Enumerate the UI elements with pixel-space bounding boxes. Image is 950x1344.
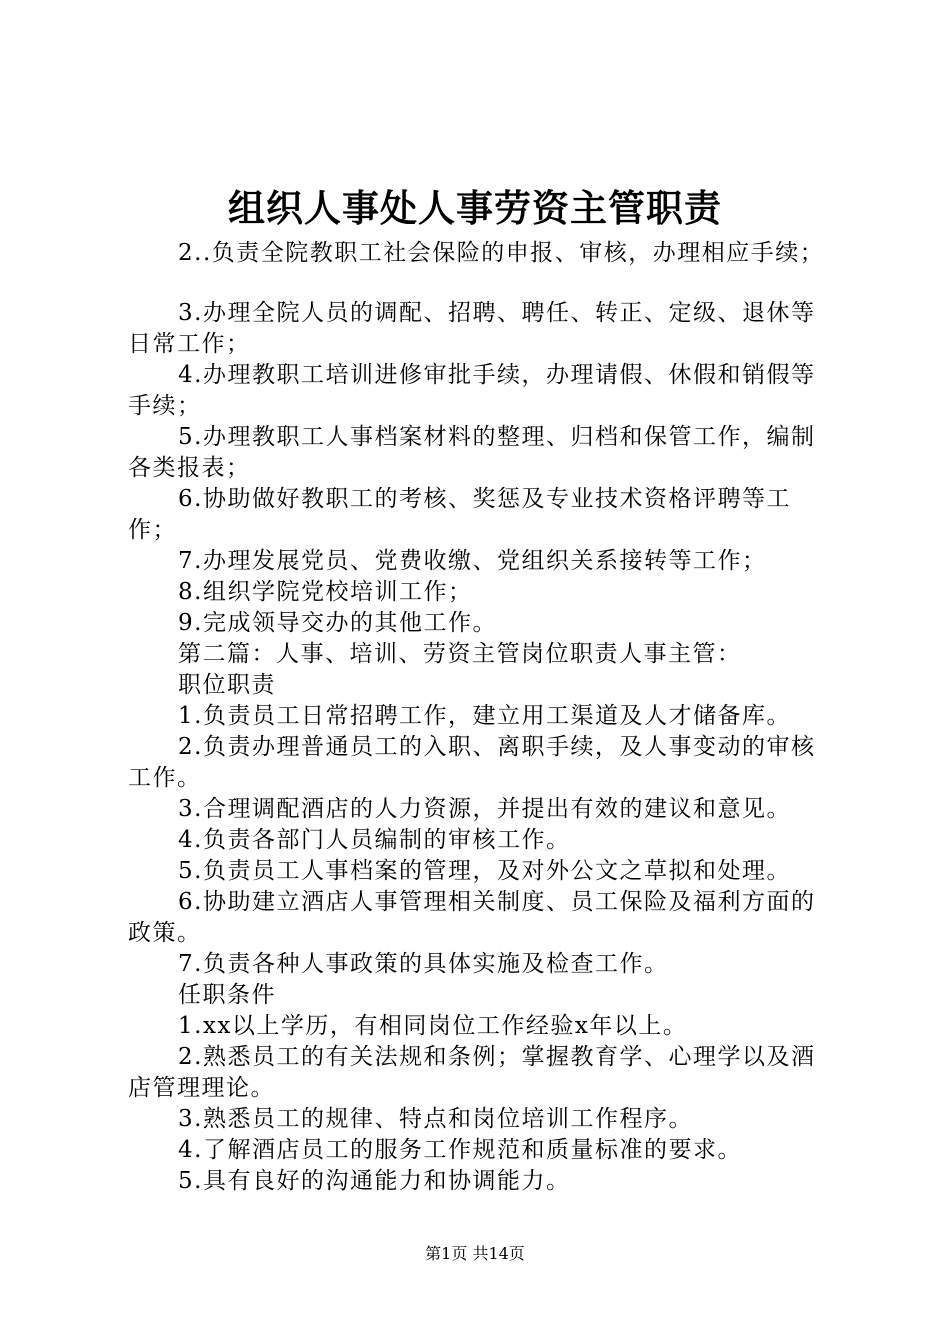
paragraph: 4.负责各部门人员编制的审核工作。 (178, 827, 571, 853)
paragraph: 1.负责员工日常招聘工作，建立用工渠道及人才储备库。 (178, 703, 791, 729)
paragraph: 3.办理全院人员的调配、招聘、聘任、转正、定级、退休等日常工作； (128, 300, 816, 357)
paragraph: 5.负责员工人事档案的管理，及对外公文之草拟和处理。 (178, 858, 791, 884)
paragraph: 6.协助做好教职工的考核、奖惩及专业技术资格评聘等工作； (128, 486, 791, 543)
paragraph: 9.完成领导交办的其他工作。 (178, 610, 497, 636)
paragraph: 2..负责全院教职工社会保险的申报、审核，办理相应手续； (178, 240, 825, 266)
subsection-heading: 任职条件 (178, 982, 276, 1008)
paragraph: 6.协助建立酒店人事管理相关制度、员工保险及福利方面的政策。 (128, 889, 816, 946)
paragraph: 5.办理教职工人事档案材料的整理、归档和保管工作，编制各类报表； (128, 424, 816, 481)
paragraph: 5.具有良好的沟通能力和协调能力。 (178, 1168, 571, 1194)
document-title: 组织人事处人事劳资主管职责 (228, 186, 722, 230)
paragraph: 8.组织学院党校培训工作； (178, 579, 473, 605)
paragraph: 7.负责各种人事政策的具体实施及检查工作。 (178, 951, 669, 977)
paragraph: 2.熟悉员工的有关法规和条例；掌握教育学、心理学以及酒店管理理论。 (128, 1044, 816, 1101)
subsection-heading: 职位职责 (178, 672, 276, 698)
paragraph: 2.负责办理普通员工的入职、离职手续，及人事变动的审核工作。 (128, 734, 816, 791)
document-body (128, 238, 832, 1197)
page-number-footer: 第1页 共14页 (425, 1244, 525, 1263)
paragraph: 4.了解酒店员工的服务工作规范和质量标准的要求。 (178, 1137, 742, 1163)
section-heading: 第二篇：人事、培训、劳资主管岗位职责人事主管： (178, 641, 742, 667)
paragraph: 1.xx以上学历，有相同岗位工作经验x年以上。 (178, 1013, 688, 1039)
paragraph: 4.办理教职工培训进修审批手续，办理请假、休假和销假等手续； (128, 362, 816, 419)
paragraph: 3.合理调配酒店的人力资源，并提出有效的建议和意见。 (178, 796, 791, 822)
paragraph: 3.熟悉员工的规律、特点和岗位培训工作程序。 (178, 1106, 693, 1132)
paragraph: 7.办理发展党员、党费收缴、党组织关系接转等工作； (178, 548, 767, 574)
